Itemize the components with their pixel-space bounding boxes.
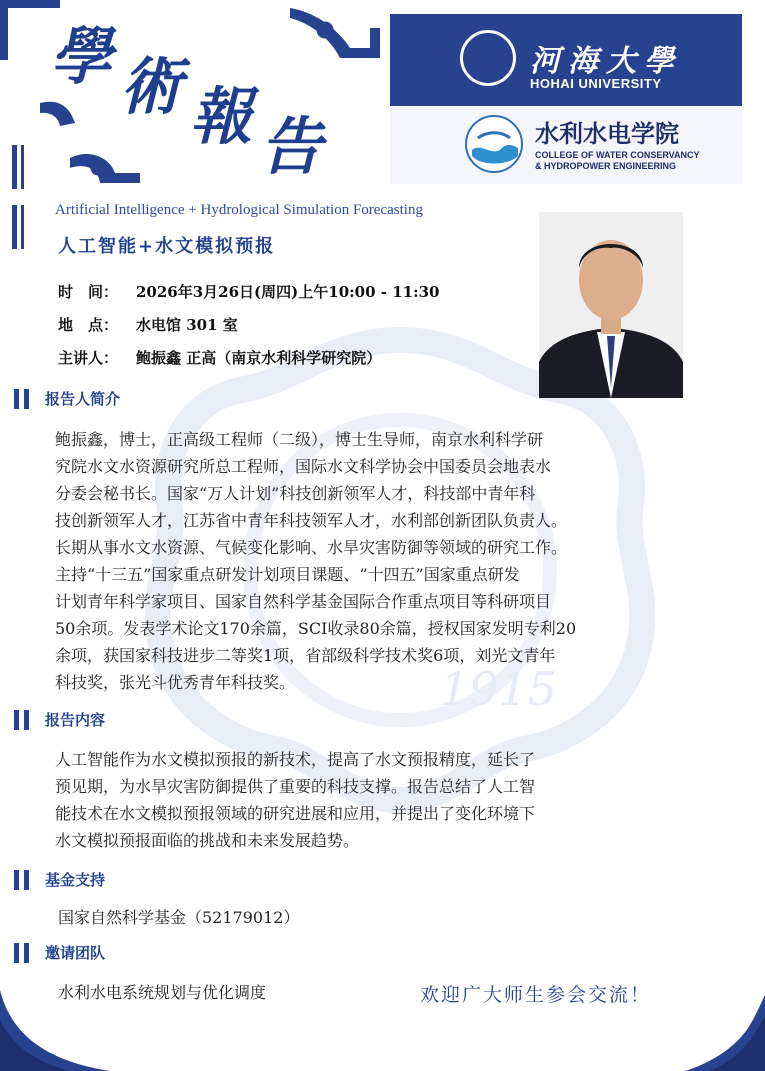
team-text: 水利水电系统规划与优化调度 bbox=[58, 983, 267, 1002]
section-title: 邀请团队 bbox=[45, 944, 106, 962]
logo-panel bbox=[390, 14, 742, 184]
title-char: 告 bbox=[260, 110, 323, 183]
content-paragraph: 人工智能作为水文模拟预报的新技术，提高了水文预报精度，延长了 预见期，为水旱灾害防御提供了重要的科技支撑。报告总结了人工智 能技术在水文模拟预报领域的研究进展和应用，并提出了变化环境下 水文模拟预报面临的挑战和未来发展趋势。 bbox=[55, 750, 536, 850]
college-name-cn: 水利水电学院 bbox=[535, 120, 679, 148]
section-title: 报告内容 bbox=[45, 711, 106, 729]
place-label: 地 点： bbox=[58, 316, 119, 334]
report-title-en: Artificial Intelligence + Hydrological Simulation Forecasting bbox=[55, 202, 423, 218]
speaker-row bbox=[58, 347, 381, 368]
college-emblem-icon bbox=[464, 114, 524, 174]
welcome-message: 欢迎广大师生参会交流！ bbox=[420, 984, 652, 1006]
university-name-en: HOHAI UNIVERSITY bbox=[530, 76, 662, 91]
speaker-value: 鲍振鑫 正高（南京水利科学研究院） bbox=[136, 349, 382, 367]
hohai-logo-block bbox=[390, 14, 742, 102]
bio-paragraph: 鲍振鑫，博士，正高级工程师（二级），博士生导师，南京水利科学研 究院水文水资源研究所总工程师，国际水文科学协会中国委员会地表水 分委会秘书长。国家“万人计划”科技创新领军人才，科技部中青年科 技创新领军人才，江苏省中青年科技领军人才，水利部创新团队负责人。 长期从事水文水资源、气候变化影响、水旱灾害防御等领域的研究工作。 主持“十三五”国家重点研发计划项目课题、“十四五”国家重点研发 计划青年科学家项目、国家自然科学基金国际合作重点项目等科研项目 50余项。发表学术论文170余篇，SCI收录80余篇，授权国家发明专利20 余项，获国家科技进步二等奖1项，省部级科学技术奖6项，刘光文青年 科技奖，张光斗优秀青年科技奖。 bbox=[55, 430, 577, 692]
title-art bbox=[40, 8, 390, 198]
place-value: 水电馆 301 室 bbox=[136, 316, 238, 334]
report-title-cn: 人工智能+水文模拟预报 bbox=[58, 236, 276, 257]
section-title: 报告人简介 bbox=[45, 390, 121, 408]
speaker-photo bbox=[539, 212, 683, 398]
speaker-portrait-icon bbox=[539, 212, 683, 398]
section-title: 基金支持 bbox=[45, 871, 106, 889]
speaker-label: 主讲人： bbox=[58, 349, 119, 367]
title-char: 報 bbox=[190, 80, 253, 153]
university-name-cn: 河海大學 bbox=[530, 44, 682, 79]
decorative-bars bbox=[12, 145, 26, 189]
watermark-year: 1915 bbox=[440, 662, 558, 716]
decorative-bars bbox=[12, 205, 26, 249]
corner-ornament-icon bbox=[685, 995, 765, 1071]
time-value: 2026年3月26日(周四)上午10:00 - 11:30 bbox=[136, 283, 440, 301]
fund-text: 国家自然科学基金（52179012） bbox=[58, 908, 300, 927]
place-row bbox=[58, 314, 238, 335]
title-char: 學 bbox=[50, 20, 113, 93]
title-char: 術 bbox=[120, 50, 183, 123]
college-name-en: COLLEGE OF WATER CONSERVANCY & HYDROPOWER ENGINEERING bbox=[535, 150, 700, 171]
time-label: 时 间： bbox=[58, 283, 119, 301]
college-logo-block bbox=[390, 106, 742, 184]
time-row bbox=[58, 281, 440, 302]
hohai-seal-icon bbox=[460, 30, 516, 86]
